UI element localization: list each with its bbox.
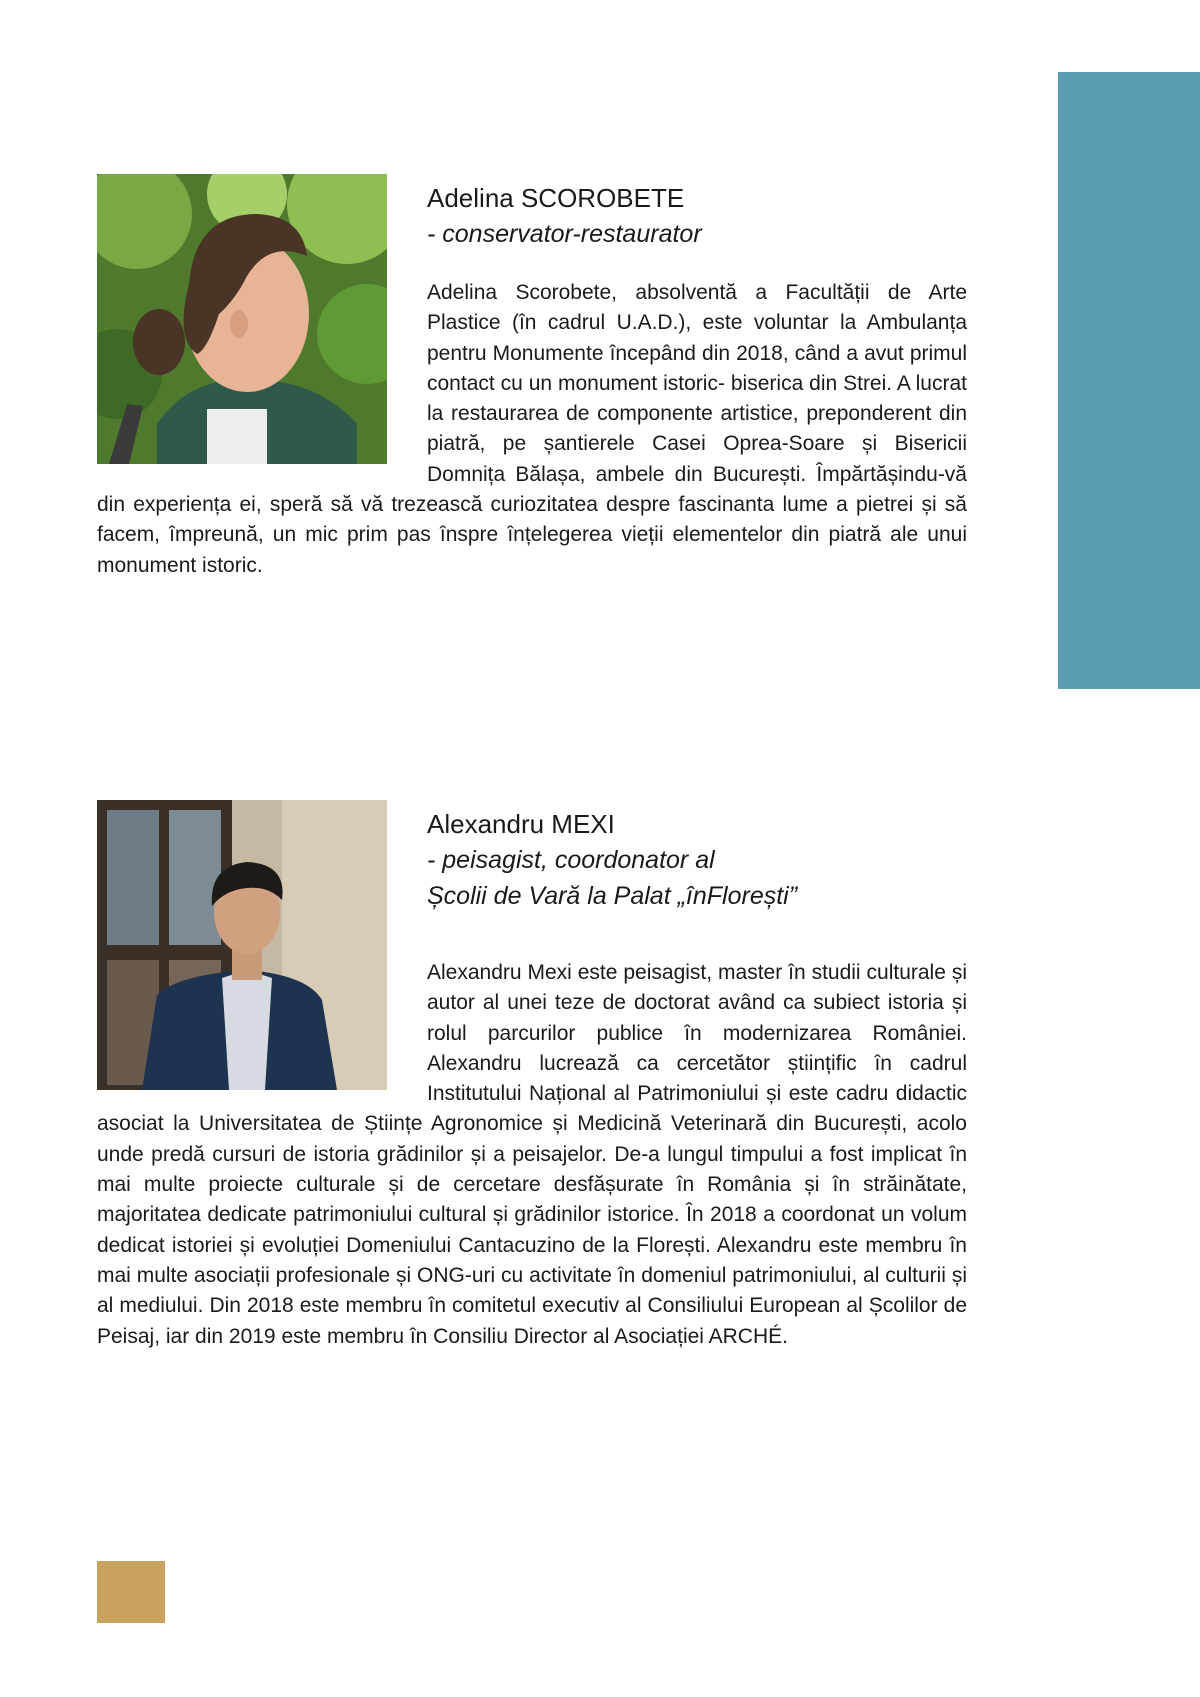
profile-alexandru-mexi [97, 800, 967, 1352]
profile-role: - conservator-restaurator [427, 220, 702, 248]
decorative-gold-block [97, 1561, 165, 1623]
decorative-teal-bar [1058, 72, 1200, 689]
profile-bio: Alexandru Mexi este peisagist, master în studii culturale și autor al unei teze de doctorat având ca subiect istoria și rolul parcurilor publice în modernizarea României. Alexandru lucrează ca cercetător științific în cadrul Institutului Național al Patrimoniului și este cadru didactic asociat la Universitatea de Științe Agronomice și Medicină Veterinară din București, acolo unde predă cursuri de istoria grădinilor și a peisajelor. De-a lungul timpului a fost implicat în mai multe proiecte culturale și de cercetare desfășurate în România și în străinătate, majoritatea dedicate patrimoniului cultural și grădinilor istorice. În 2018 a coordonat un volum dedicat istoriei și evoluției Domeniului Cantacuzino de la Florești. Alexandru este membru în mai multe asociații profesionale și ONG-uri cu activitate în domeniul patrimoniului, al culturii și al mediului. Din 2018 este membru în comitetul executiv al Consiliului European al Școlilor de Peisaj, iar din 2019 este membru în Consiliu Director al Asociației ARCHÉ. [97, 961, 967, 1348]
profile-name: Alexandru MEXI [427, 809, 615, 839]
profile-bio: Adelina Scorobete, absolventă a Facultății de Arte Plastice (în cadrul U.A.D.), este voluntar la Ambulanța pentru Monumente începând din 2018, când a avut primul contact cu un monument istoric- biserica din Strei. A lucrat la restaurarea de componente artistice, preponderent din piatră, pe șantierele Casei Oprea-Soare și Bisericii Domnița Bălașa, ambele din București. Împărtășindu-vă din experiența ei, speră să vă trezească curiozitatea despre fascinanta lume a pietrei și să facem, împreună, un mic prim pas înspre înțelegerea vieții elementelor din piatră ale unui monument istoric. [97, 281, 967, 577]
profile-role-school: Școlii de Vară la Palat „înFlorești” [427, 882, 798, 910]
portrait-photo-adelina [97, 174, 387, 464]
profile-role: - peisagist, coordonator al [427, 846, 715, 874]
profile-name: Adelina SCOROBETE [427, 183, 685, 213]
portrait-photo-alexandru [97, 800, 387, 1090]
profile-adelina-scorobete [97, 174, 967, 581]
